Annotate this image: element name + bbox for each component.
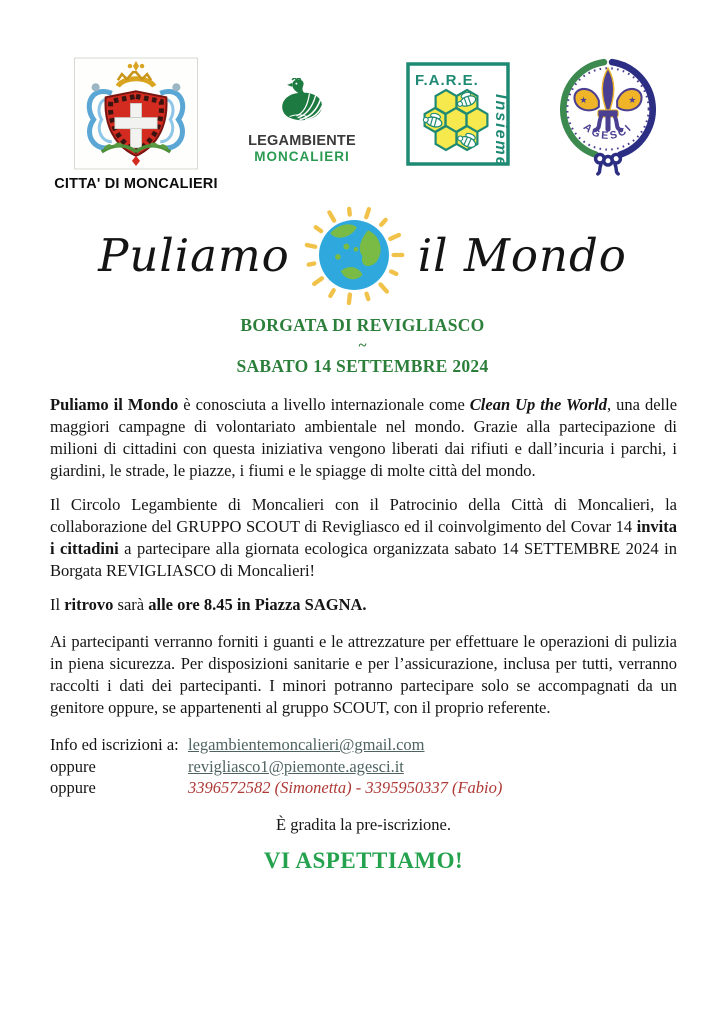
contact-row-email-1 [50,734,677,756]
agesci-logo [549,54,667,181]
contact-label-oppure-1: oppure [50,756,96,776]
title-word-right: il Mondo [417,228,627,282]
event-heading [0,315,725,377]
contact-label-oppure-2: oppure [50,778,96,797]
title-word-left: Puliamo [98,228,290,282]
earth-sun-icon [302,203,406,307]
legambiente-city: MONCALIERI [254,149,350,164]
fare-side-text: Insieme [492,94,509,166]
contacts-block [50,734,677,799]
invite-text-rest: a partecipare alla giornata ecologica organizzata sabato 14 SETTEMBRE 2024 in Borgata REVIGLIASCO di Moncalieri! [50,539,677,580]
paragraph-meeting-point [50,594,677,616]
event-date: SABATO 14 SETTEMBRE 2024 [236,356,489,376]
intro-text-rest: , una delle maggiori campagne di volontariato ambientale nel mondo. Grazie alla partecipazione di milioni di cittadini con questa iniziativa vengono liberati dai rifiuti e dall’incuria i parchi, i giardini, le strade, le piazze, i fiumi e le spiagge di molte città del mondo. [50,395,678,480]
moncalieri-crest-icon [73,57,199,170]
meeting-bold-ritrovo: ritrovo [64,595,114,614]
intro-text: è conosciuta a livello internazionale come [178,395,470,414]
agesci-emblem-icon [549,54,667,176]
event-location: BORGATA DI REVIGLIASCO [240,315,485,335]
paragraph-invite [50,494,677,582]
invite-bold: invita i cittadini [50,517,677,558]
paragraph-safety: Ai partecipanti verranno forniti i guanti e le attrezzature per effettuare le operazioni di pulizia in piena sicurezza. Per disposizioni sanitarie e per l’assicurazione, inclusa per tutti, verranno raccolti i dati dei partecipanti. I minori potranno partecipare solo se accompagnati da un genitore oppure, se appartenenti al gruppo SCOUT, con il proprio referente. [50,632,677,717]
tilde-separator: ~ [358,338,367,354]
legambiente-logo [243,78,361,164]
email-link-agesci[interactable]: revigliasco1@piemonte.agesci.it [188,756,404,776]
invite-text: Il Circolo Legambiente di Moncalieri con il Patrocinio della Città di Moncalieri, la collaborazione del GRUPPO SCOUT di Revigliasco ed il coinvolgimento del Covar 14 [50,495,677,536]
legambiente-wordmark: LEGAMBIENTE [248,133,356,149]
legambiente-swan-icon [271,78,333,124]
contact-label-info: Info ed iscrizioni a: [50,735,179,754]
fare-honeycomb-icon [406,62,510,166]
meeting-bold-time-place: alle ore 8.45 in Piazza SAGNA. [148,595,367,614]
star-icon: ★ [628,94,637,105]
contact-row-email-2 [50,756,677,778]
pre-registration-note: È gradita la pre-iscrizione. [276,814,451,834]
meeting-text-2: sarà [113,595,149,614]
meeting-text: Il [50,595,65,614]
paragraph-intro [50,394,677,482]
fare-insieme-logo [406,62,510,171]
fare-top-text: F.A.R.E. [415,72,479,89]
clean-up-the-world: Clean Up the World [469,395,608,414]
phone-numbers: 3396572582 (Simonetta) - 3395950337 (Fabio) [188,778,503,797]
agesci-text: AGESCI [580,121,636,143]
flyer-body [50,394,677,872]
email-link-legambiente[interactable]: legambientemoncalieri@gmail.com [188,735,425,754]
citta-di-moncalieri-logo [50,57,222,192]
puliamo-il-mondo-title [0,200,725,310]
star-icon: ★ [579,94,588,105]
rope-knot-icon [596,154,621,174]
contact-row-phones [50,777,677,799]
moncalieri-caption: CITTA' DI MONCALIERI [54,176,218,192]
closing-slogan: VI ASPETTIAMO! [263,847,464,873]
intro-bold: Puliamo il Mondo [50,395,179,414]
